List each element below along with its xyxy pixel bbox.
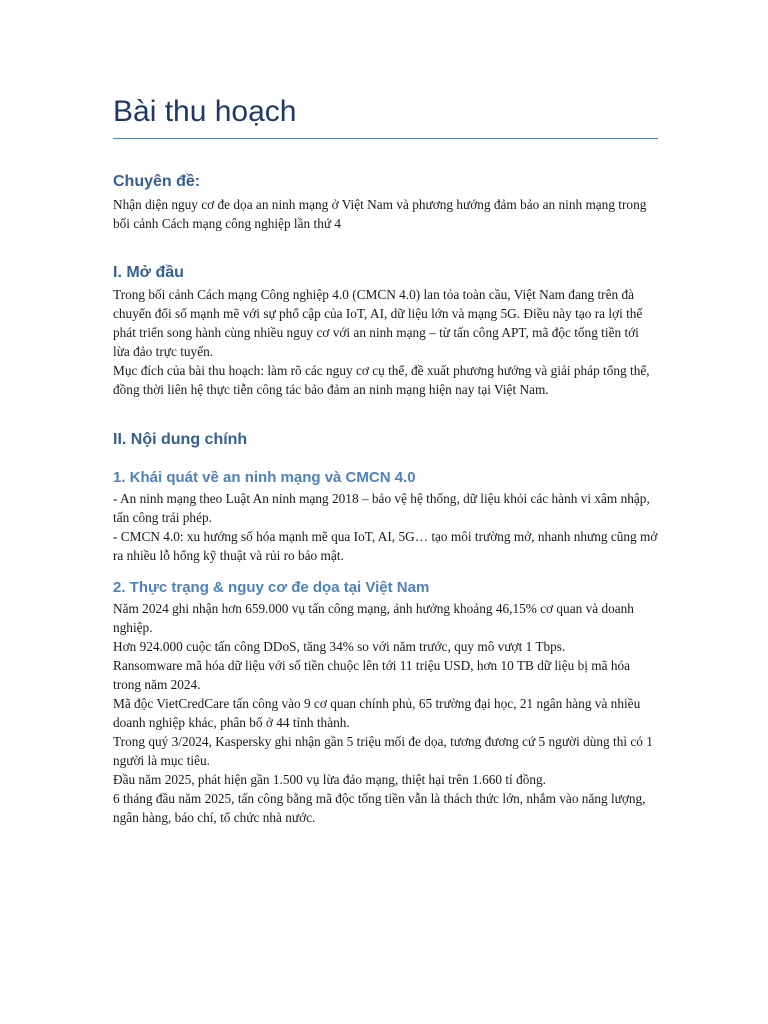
main-content-heading: II. Nội dung chính <box>113 431 248 448</box>
subject-heading: Chuyên đề: <box>113 173 201 190</box>
document-title: Bài thu hoạch <box>113 92 658 139</box>
section-2-paragraph: Hơn 924.000 cuộc tấn công DDoS, tăng 34% so với năm trước, quy mô vượt 1 Tbps. <box>113 639 566 654</box>
section-2-paragraph: 6 tháng đầu năm 2025, tấn công bằng mã độc tống tiền vẫn là thách thức lớn, nhắm vào năng lượng, ngân hàng, báo chí, tổ chức nhà nước. <box>113 791 646 825</box>
section-2-paragraph: Trong quý 3/2024, Kaspersky ghi nhận gần 5 triệu mối đe dọa, tương đương cứ 5 người dùng thì có 1 người là mục tiêu. <box>113 734 653 768</box>
intro-paragraph: Mục đích của bài thu hoạch: làm rõ các nguy cơ cụ thể, đề xuất phương hướng và giải pháp tổng thể, đồng thời liên hệ thực tiễn công tác bảo đảm an ninh mạng hiện nay tại Việt Nam. <box>113 363 650 397</box>
document-content <box>113 92 658 827</box>
section-1-paragraph: - CMCN 4.0: xu hướng số hóa mạnh mẽ qua IoT, AI, 5G… tạo môi trường mở, nhanh nhưng cũng mở ra nhiều lỗ hổng kỹ thuật và rủi ro bảo mật. <box>113 529 658 563</box>
subject-text: Nhận diện nguy cơ đe dọa an ninh mạng ở Việt Nam và phương hướng đảm bảo an ninh mạng trong bối cảnh Cách mạng công nghiệp lần thứ 4 <box>113 197 647 231</box>
section-2-paragraph: Năm 2024 ghi nhận hơn 659.000 vụ tấn công mạng, ảnh hưởng khoảng 46,15% cơ quan và doanh nghiệp. <box>113 601 634 635</box>
section-1-heading: 1. Khái quát về an ninh mạng và CMCN 4.0 <box>113 469 416 486</box>
section-1-body <box>113 489 658 565</box>
section-2-paragraph: Mã độc VietCredCare tấn công vào 9 cơ quan chính phủ, 65 trường đại học, 21 ngân hàng và nhiều doanh nghiệp khác, phân bố ở 44 tỉnh thành. <box>113 696 641 730</box>
intro-body <box>113 285 658 399</box>
section-2-paragraph: Ransomware mã hóa dữ liệu với số tiền chuộc lên tới 11 triệu USD, hơn 10 TB dữ liệu bị mã hóa trong năm 2024. <box>113 658 631 692</box>
section-2-heading: 2. Thực trạng & nguy cơ đe dọa tại Việt Nam <box>113 579 430 596</box>
section-2-body <box>113 599 658 827</box>
section-2-paragraph: Đầu năm 2025, phát hiện gần 1.500 vụ lừa đảo mạng, thiệt hại trên 1.660 tỉ đồng. <box>113 772 546 787</box>
intro-heading: I. Mở đầu <box>113 264 184 281</box>
intro-paragraph: Trong bối cảnh Cách mạng Công nghiệp 4.0 (CMCN 4.0) lan tỏa toàn cầu, Việt Nam đang trên đà chuyển đổi số mạnh mẽ với sự phổ cập của IoT, AI, dữ liệu lớn và mạng 5G. Điều này tạo ra lợi thế phát triển song hành cùng nhiều nguy cơ với an ninh mạng – từ tấn công APT, mã độc tống tiền tới lừa đảo trực tuyến. <box>113 287 643 359</box>
section-1-paragraph: - An ninh mạng theo Luật An ninh mạng 2018 – bảo vệ hệ thống, dữ liệu khỏi các hành vi xâm nhập, tấn công trái phép. <box>113 491 650 525</box>
